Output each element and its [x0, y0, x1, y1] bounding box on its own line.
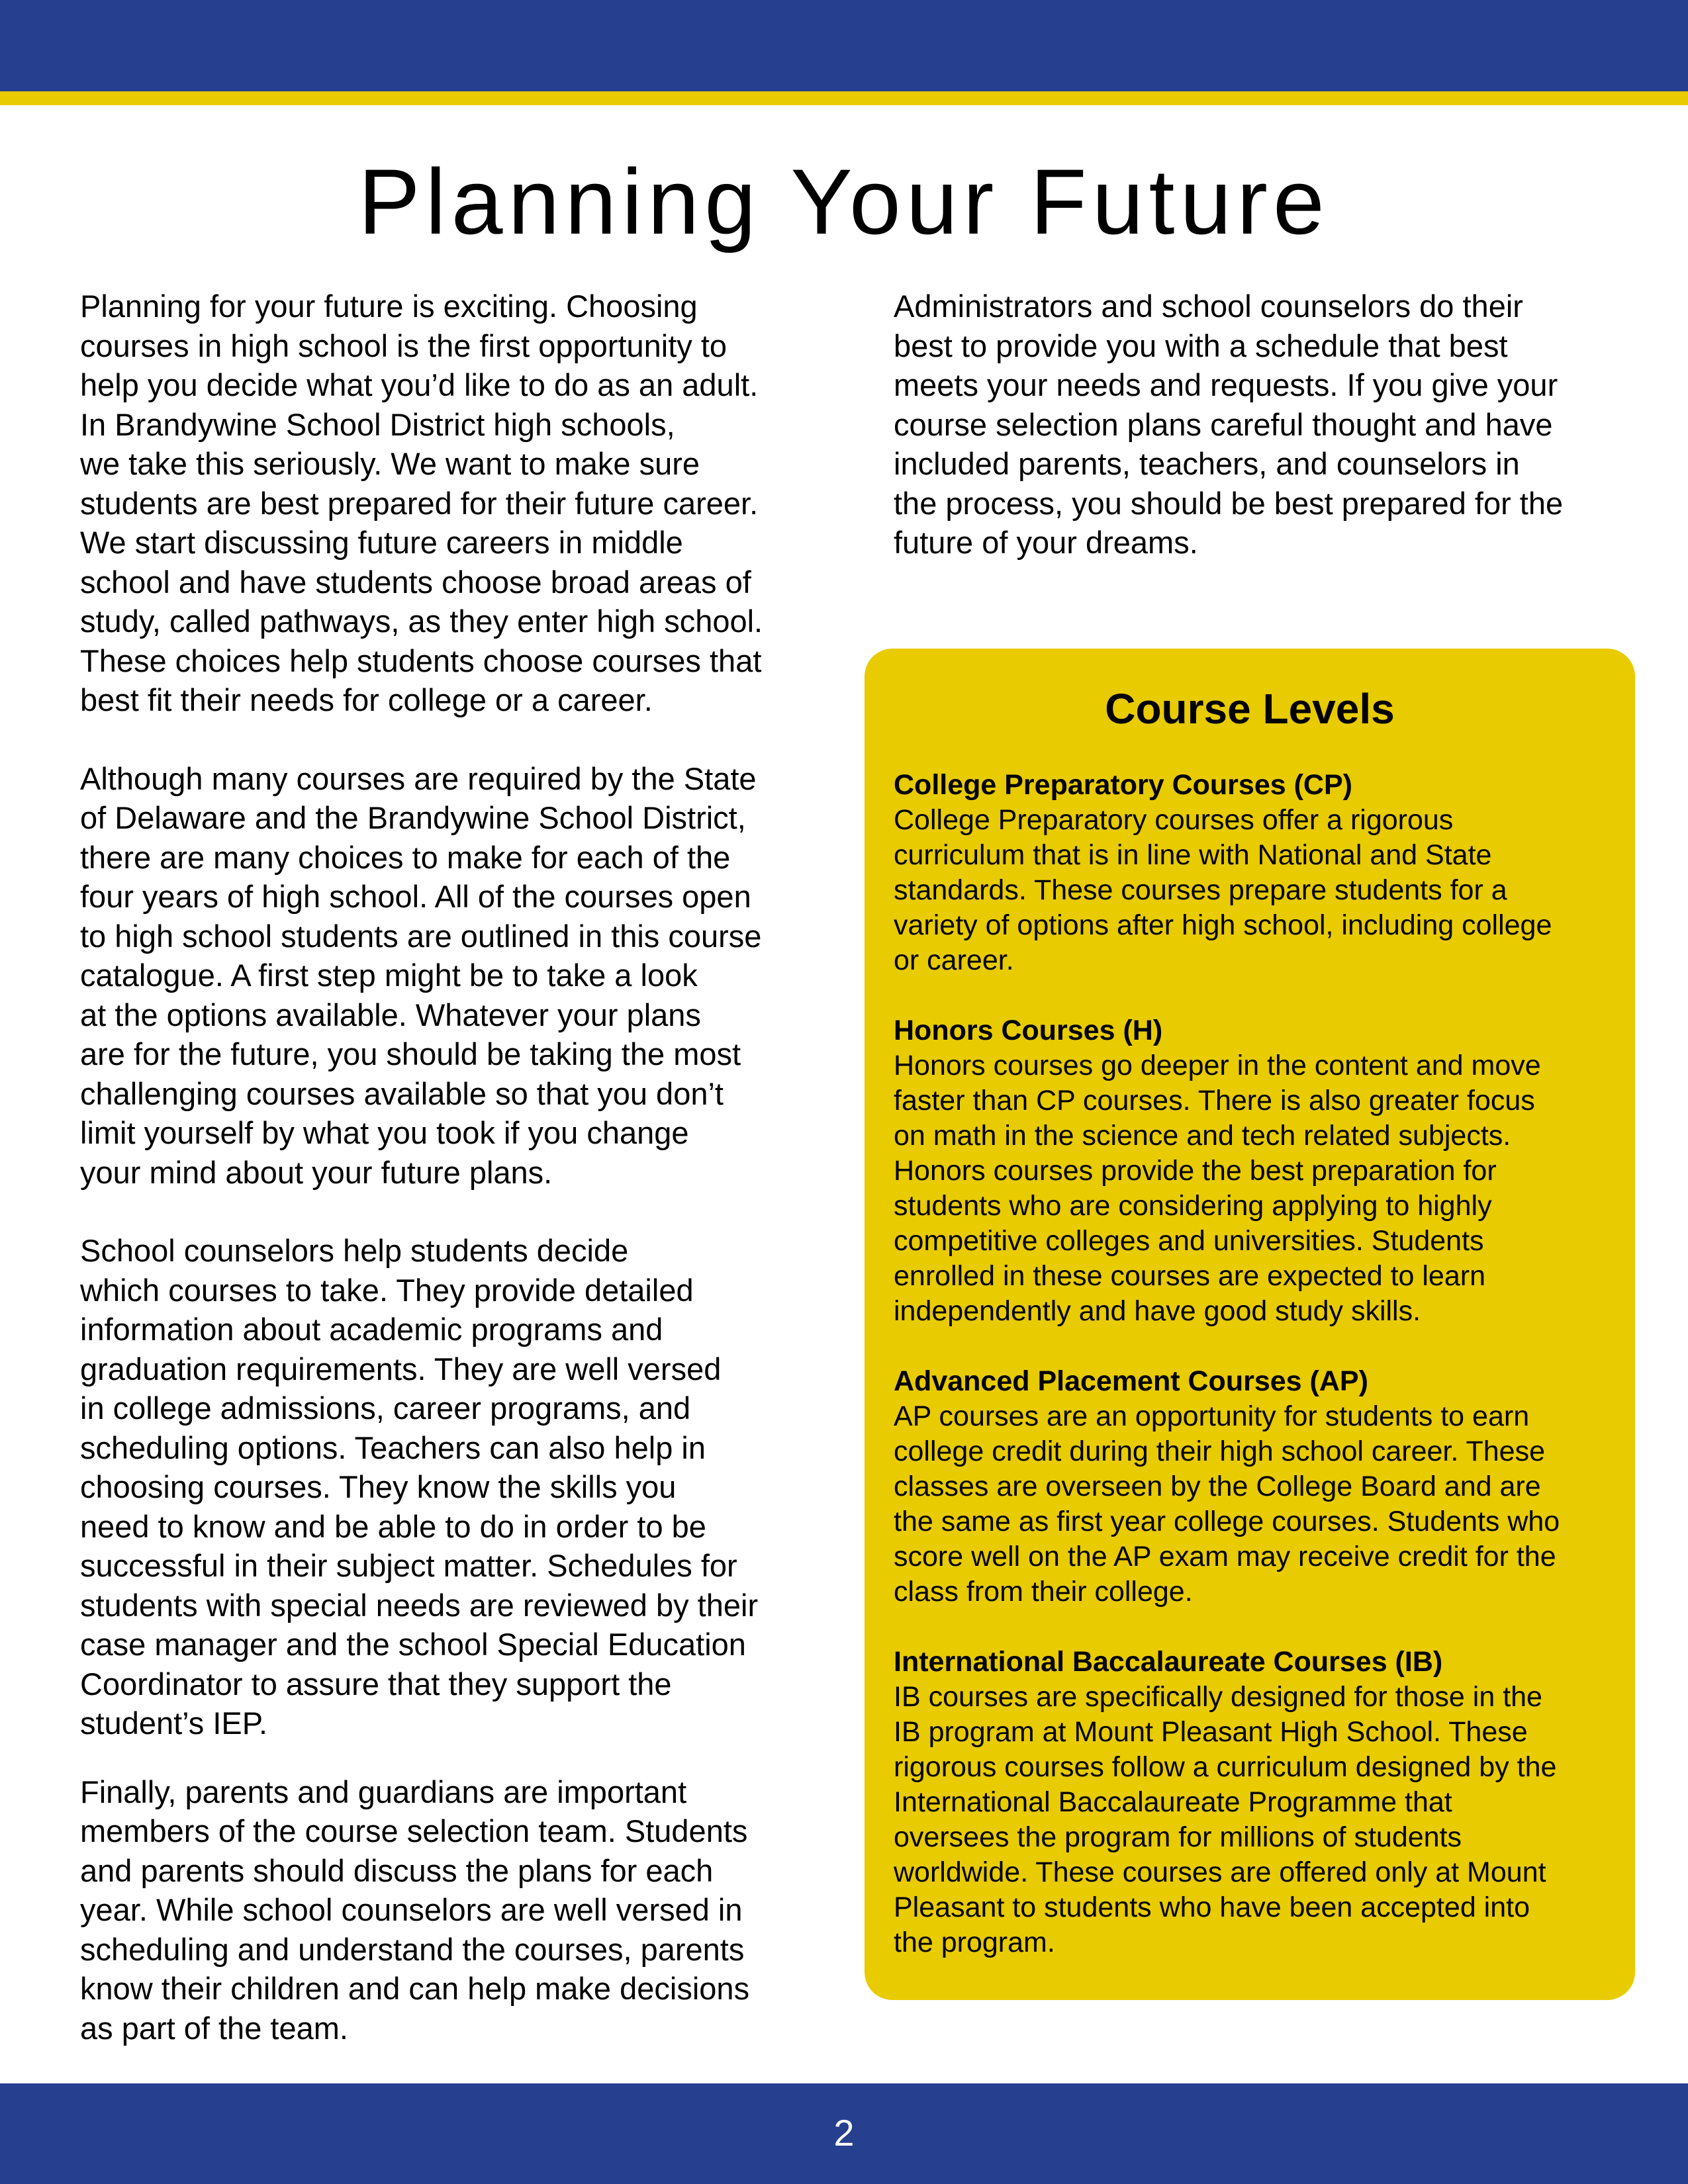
- right-column: [894, 287, 1635, 563]
- course-level-ap: [894, 1364, 1606, 1610]
- parents-paragraph: Finally, parents and guardians are important members of the course selection team. Students and parents should discuss the plans for each year. While school counselors are well versed in scheduling and understand the courses, parents know their children and can help make decisions as part of the team.: [80, 1774, 750, 2046]
- footer-band: [0, 2083, 1688, 2184]
- header-accent-stripe: [0, 91, 1688, 105]
- course-level-description: Honors courses go deeper in the content and move faster than CP courses. There is also greater focus on math in the science and tech related subjects. Honors courses provide the best preparation for students who are considering applying to highly competitive colleges and universities. Students enrolled in these courses are expected to learn independently and have good study skills.: [894, 1050, 1541, 1327]
- course-level-heading: International Baccalaureate Courses (IB): [894, 1646, 1443, 1678]
- course-levels-box: [865, 649, 1635, 2000]
- course-level-description: IB courses are specifically designed for those in the IB program at Mount Pleasant High School. These rigorous courses follow a curriculum designed by the International Baccalaureate Programme that oversees the program for millions of students worldwide. These courses are offered only at Mount Pleasant to students who have been accepted into the program.: [894, 1681, 1557, 1958]
- course-level-cp: [894, 768, 1606, 978]
- course-level-heading: Honors Courses (H): [894, 1015, 1163, 1046]
- course-level-description: College Preparatory courses offer a rigorous curriculum that is in line with National and State standards. These courses prepare students for a variety of options after high school, including college or career.: [894, 804, 1552, 976]
- intro-paragraph: Planning for your future is exciting. Choosing courses in high school is the first opportunity to help you decide what you’d like to do as an adult. In Brandywine School District high schools, we take this seriously. We want to make sure students are best prepared for their future career. We start discussing future careers in middle school and have students choose broad areas of study, called pathways, as they enter high school. These choices help students choose courses that best fit their needs for college or a career.: [80, 289, 763, 717]
- course-level-heading: Advanced Placement Courses (AP): [894, 1365, 1368, 1397]
- course-levels-title: Course Levels: [1105, 685, 1395, 733]
- counselors-paragraph: School counselors help students decide which courses to take. They provide detailed information about academic programs and graduation requirements. They are well versed in college admissions, career programs, and scheduling options. Teachers can also help in choosing courses. They know the skills you need to know and be able to do in order to be successful in their subject matter. Schedules for students with special needs are reviewed by their case manager and the school Special Education Coordinator to assure that they support the student’s IEP.: [80, 1233, 759, 1741]
- required-courses-paragraph: Although many courses are required by the State of Delaware and the Brandywine School District, there are many choices to make for each of the four years of high school. All of the courses open to high school students are outlined in this course catalogue. A first step might be to take a look at the options available. Whatever your plans are for the future, you should be taking the most challenging courses available so that you don’t limit yourself by what you took if you change your mind about your future plans.: [80, 760, 762, 1190]
- course-level-heading: College Preparatory Courses (CP): [894, 769, 1352, 801]
- course-level-ib: [894, 1645, 1606, 1960]
- header-band: [0, 0, 1688, 91]
- course-level-honors: [894, 1013, 1606, 1329]
- page-number: 2: [833, 2112, 855, 2154]
- course-level-description: AP courses are an opportunity for students to earn college credit during their high school career. These classes are overseen by the College Board and are the same as first year college courses. Students who score well on the AP exam may receive credit for the class from their college.: [894, 1400, 1560, 1608]
- left-column: [80, 287, 815, 2048]
- page-title: Planning Your Future: [358, 150, 1330, 253]
- administrators-paragraph: Administrators and school counselors do their best to provide you with a schedule that best meets your needs and requests. If you give your course selection plans careful thought and have included parents, teachers, and counselors in the process, you should be best prepared for the future of your dreams.: [894, 289, 1564, 560]
